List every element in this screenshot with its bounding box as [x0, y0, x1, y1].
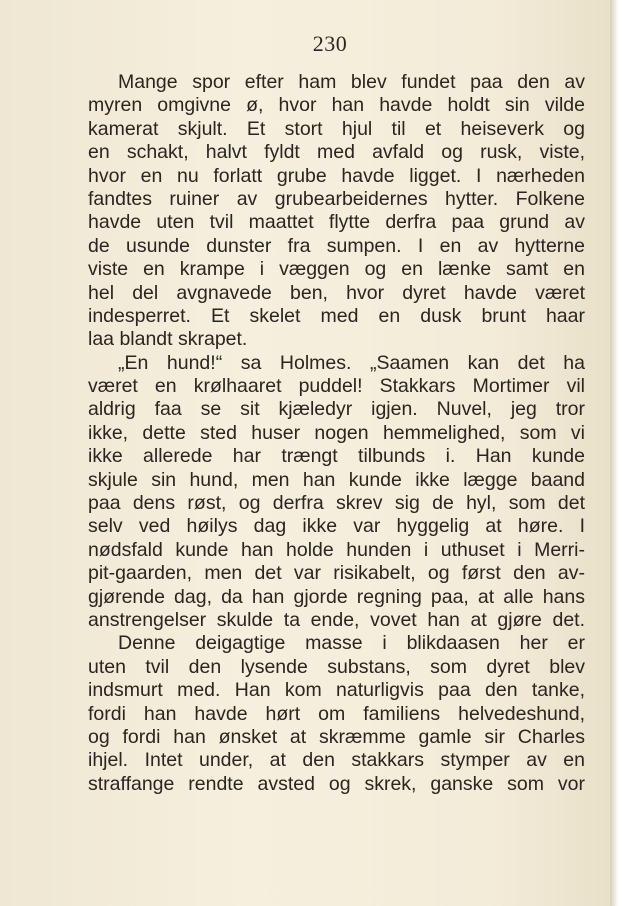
text-line: aldrig faa se sit kjæledyr igjen. Nuvel, jeg tror [88, 398, 585, 421]
text-line: paa dens røst, og derfra skrev sig de hyl, som det [88, 492, 585, 515]
text-line: uten tvil den lysende substans, som dyret blev [88, 655, 585, 678]
text-line: „En hund!“ sa Holmes. „Saamen kan det ha [118, 351, 585, 374]
text-line: været en krølhaaret puddel! Stakkars Mortimer vil [88, 375, 585, 398]
text-line: hvor en nu forlatt grube havde ligget. I nærheden [88, 164, 585, 187]
body-text [88, 71, 585, 796]
text-line: nødsfald kunde han holde hunden i uthuset i Merri- [88, 538, 585, 561]
text-line: ikke, dette sted huser nogen hemmelighed, som vi [88, 421, 585, 444]
text-line: skjule sin hund, men han kunde ikke lægge baand [88, 468, 585, 491]
text-line: en schakt, halvt fyldt med avfald og rusk, viste, [88, 141, 585, 164]
page-edge [610, 0, 622, 906]
text-line: viste en krampe i væggen og en lænke samt en [88, 258, 585, 281]
text-line: fordi han havde hørt om familiens helvedeshund, [88, 702, 585, 725]
text-line: kamerat skjult. Et stort hjul til et heiseverk og [88, 117, 585, 140]
page-number: 230 [312, 31, 348, 56]
text-line: selv ved høilys dag ikke var hyggelig at høre. I [88, 515, 585, 538]
text-line: indsmurt med. Han kom naturligvis paa den tanke, [88, 679, 585, 702]
text-line: anstrengelser skulde ta ende, vovet han at gjøre det. [88, 608, 585, 631]
text-line: pit-gaarden, men det var risikabelt, og først den av- [88, 562, 585, 585]
text-line: indesperret. Et skelet med en dusk brunt haar [88, 304, 585, 327]
text-line: laa blandt skrapet. [88, 328, 248, 351]
text-line: ikke allerede har trængt tilbunds i. Han kunde [88, 445, 585, 468]
text-line: fandtes ruiner av grubearbeidernes hytter. Folkene [88, 187, 585, 210]
text-line: Mange spor efter ham blev fundet paa den av [118, 71, 585, 93]
text-line: havde uten tvil maattet flytte derfra paa grund av [88, 211, 585, 234]
text-line: Denne deigagtige masse i blikdaasen her er [118, 632, 585, 655]
text-line: straffange rendte avsted og skrek, ganske som vor [88, 772, 585, 795]
text-line: de usunde dunster fra sumpen. I en av hytterne [88, 234, 585, 257]
text-line: ihjel. Intet under, at den stakkars stymper av en [88, 749, 585, 772]
text-line: gjørende dag, da han gjorde regning paa, at alle hans [88, 585, 585, 608]
text-line: myren omgivne ø, hvor han havde holdt sin vilde [88, 94, 585, 117]
text-line: hel del avgnavede ben, hvor dyret havde været [88, 281, 585, 304]
text-line: og fordi han ønsket at skræmme gamle sir Charles [88, 725, 585, 748]
